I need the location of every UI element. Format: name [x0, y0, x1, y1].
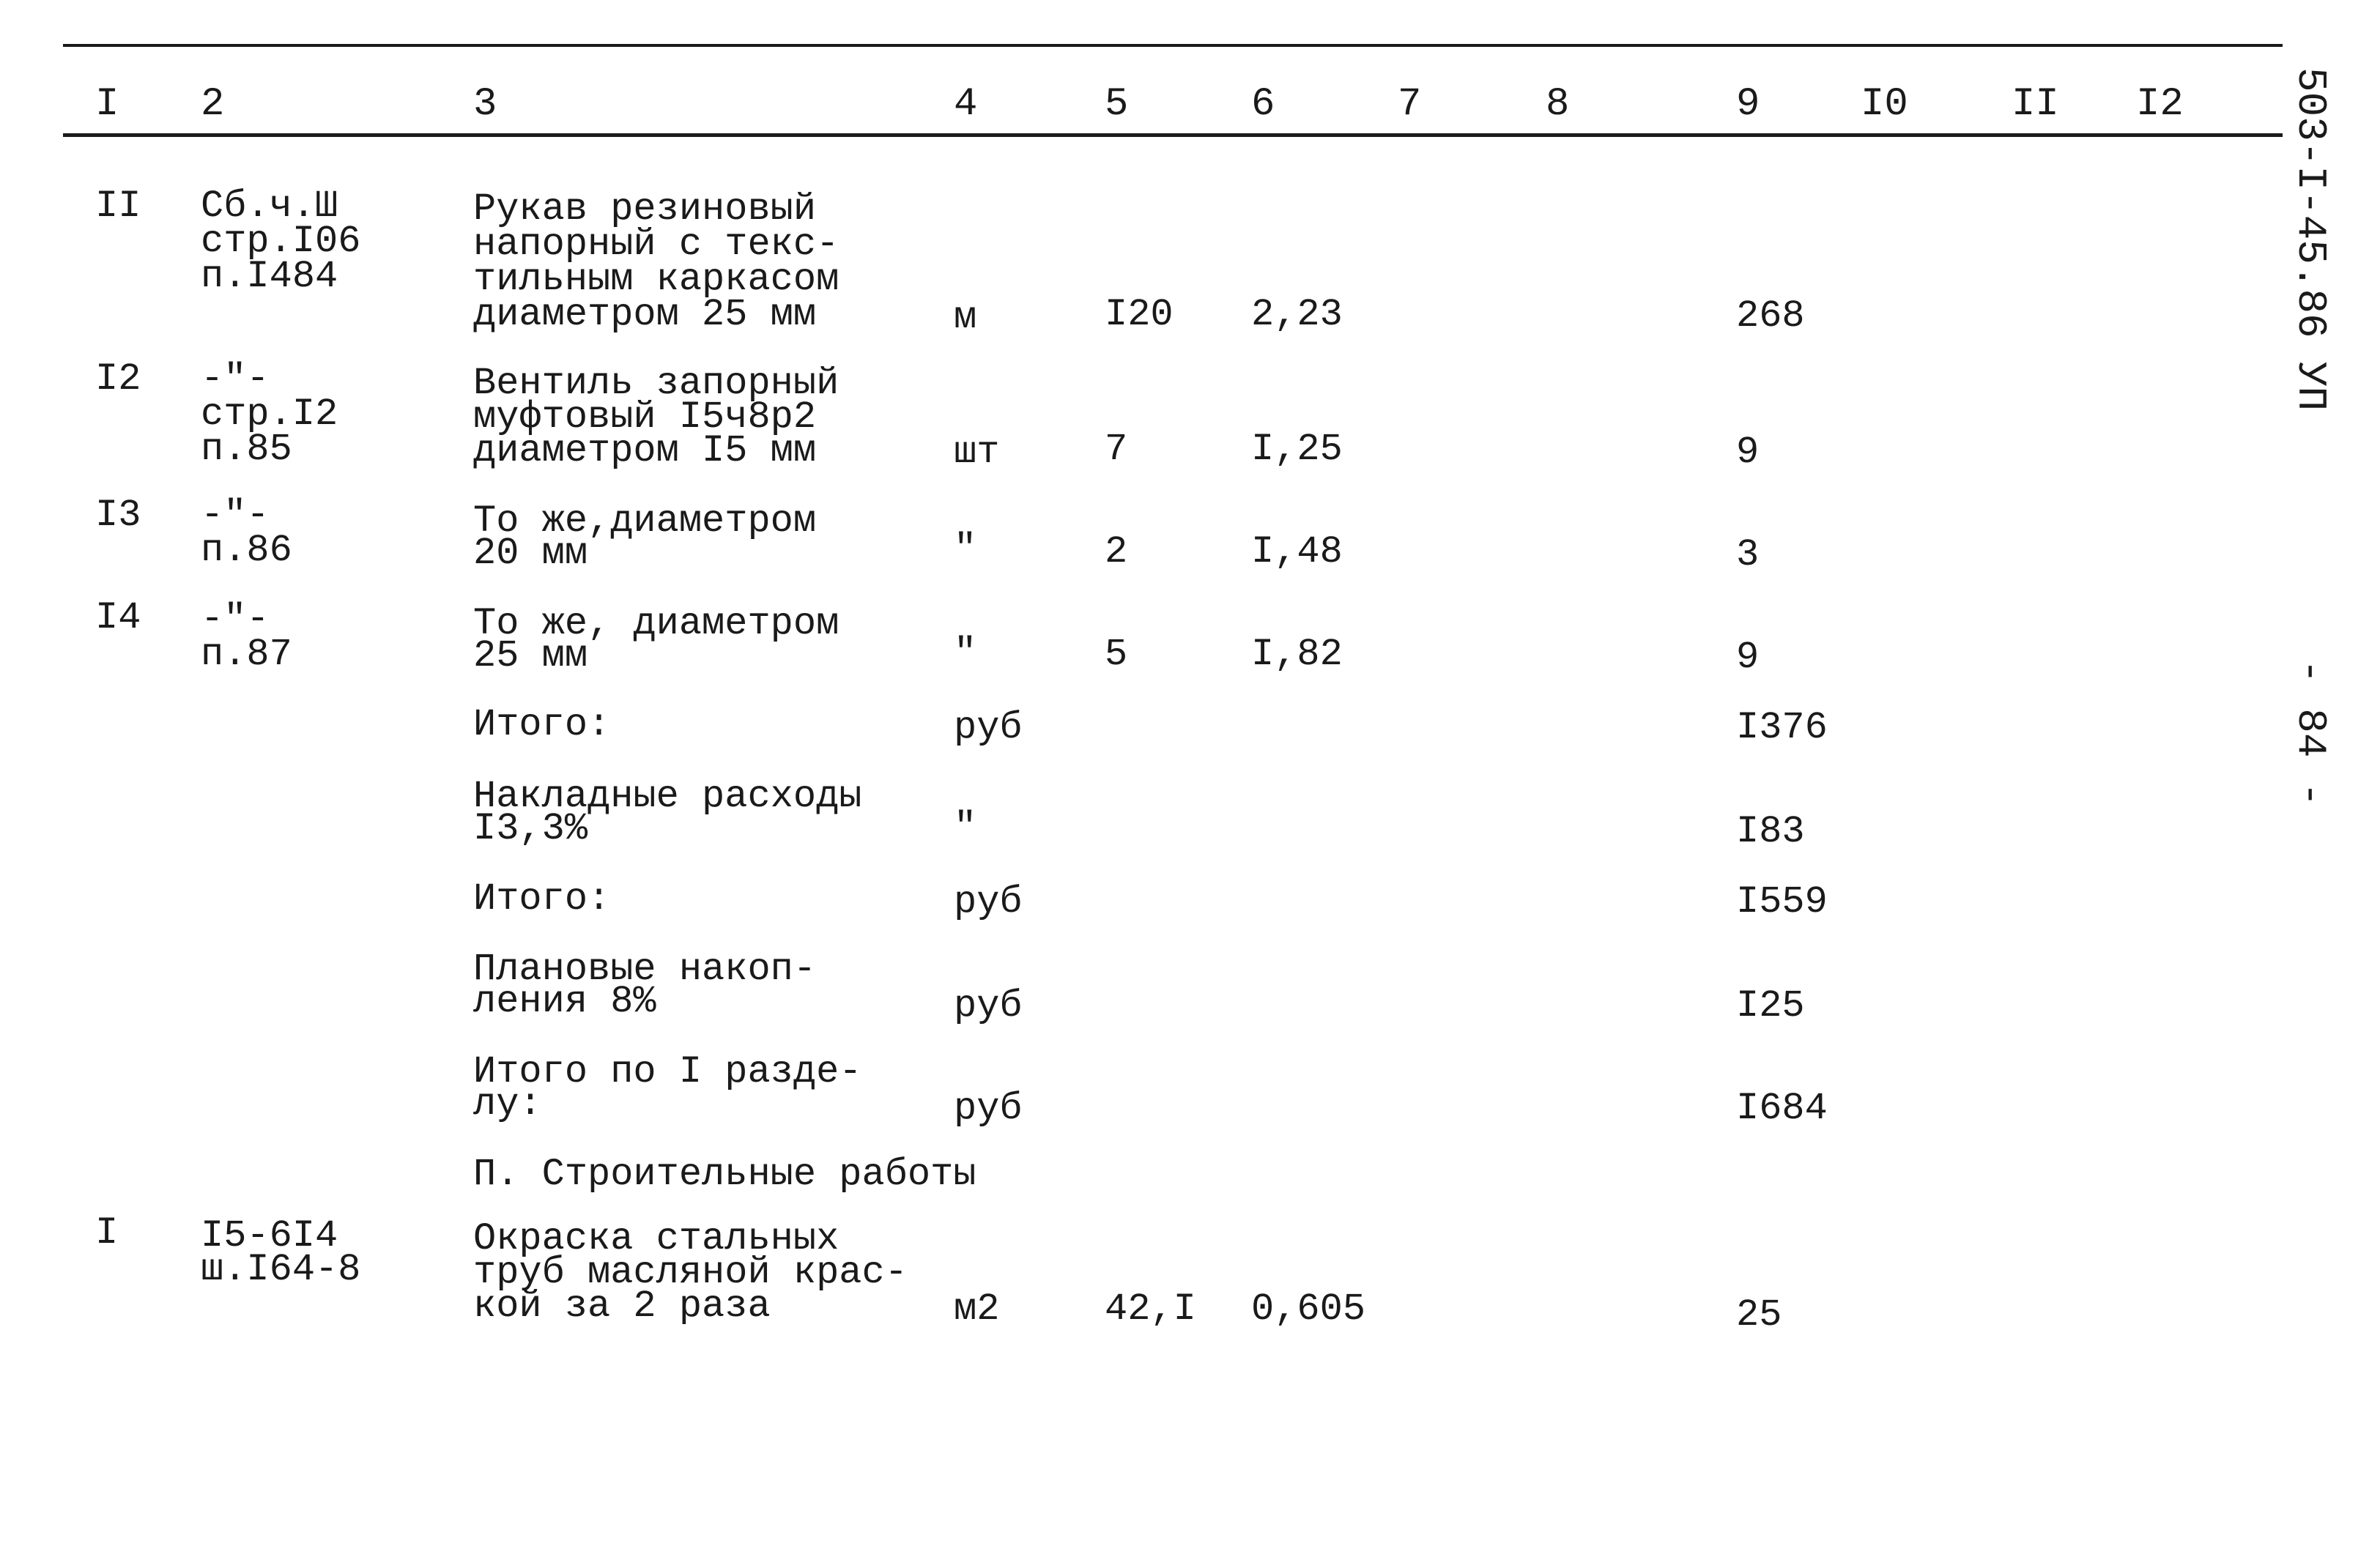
row-quantity: 42,I [1105, 1287, 1196, 1331]
row-price: 0,605 [1251, 1287, 1366, 1331]
row-unit: " [954, 631, 977, 675]
row-ref: стр.I2 [201, 393, 338, 436]
row-description: I3,3% [473, 807, 588, 850]
row-ref: п.87 [201, 633, 292, 676]
row-description: муфтовый I5ч8р2 [473, 395, 817, 439]
row-description: Итого: [473, 703, 611, 746]
row-unit: руб [954, 706, 1023, 749]
row-total: I559 [1736, 880, 1828, 924]
row-unit: руб [954, 984, 1023, 1028]
row-description: Итого по I разде- [473, 1050, 862, 1093]
row-number: I4 [95, 596, 141, 639]
row-total: I684 [1736, 1087, 1828, 1130]
document-code: 503-I-45.86 [2287, 67, 2334, 338]
row-number: I2 [95, 357, 141, 401]
row-quantity: I20 [1105, 293, 1174, 336]
row-unit: м [954, 296, 977, 339]
row-price: I,82 [1251, 633, 1343, 676]
row-description: кой за 2 раза [473, 1285, 771, 1328]
row-unit: руб [954, 1087, 1023, 1130]
row-description: труб масляной крас- [473, 1251, 908, 1294]
col-header-11: II [2012, 82, 2059, 127]
row-total: 9 [1736, 431, 1760, 474]
row-ref: -"- [201, 357, 270, 401]
row-description: Рукав резиновый [473, 187, 817, 231]
row-description: Вентиль запорный [473, 362, 839, 405]
row-unit: руб [954, 880, 1023, 924]
row-total: 268 [1736, 294, 1805, 338]
row-description: ления 8% [473, 980, 656, 1023]
row-number: I [95, 1211, 119, 1255]
row-description: тильным каркасом [473, 258, 839, 301]
row-description: Накладные расходы [473, 775, 862, 818]
col-header-3: 3 [473, 82, 497, 127]
top-rule [63, 44, 2283, 47]
col-header-9: 9 [1736, 82, 1760, 127]
row-description: Окраска стальных [473, 1217, 839, 1260]
row-ref: I5-6I4 [201, 1214, 338, 1257]
row-ref: стр.I06 [201, 220, 361, 263]
row-description: Итого: [473, 877, 611, 921]
col-header-10: I0 [1861, 82, 1908, 127]
row-total: 9 [1736, 636, 1760, 679]
row-description: 25 мм [473, 634, 588, 677]
section-heading: П. Строительные работы [473, 1153, 976, 1196]
row-total: I83 [1736, 810, 1805, 853]
page-number: - 84 - [2287, 659, 2334, 807]
row-unit: м2 [954, 1287, 1000, 1331]
row-description: То же,диаметром [473, 499, 817, 543]
row-total: 25 [1736, 1293, 1782, 1337]
row-ref: п.86 [201, 529, 292, 572]
col-header-1: I [95, 82, 119, 127]
row-price: 2,23 [1251, 293, 1343, 336]
col-header-5: 5 [1105, 82, 1129, 127]
row-number: I3 [95, 494, 141, 537]
row-ref: ш.I64-8 [201, 1248, 361, 1291]
col-header-12: I2 [2136, 82, 2184, 127]
row-quantity: 5 [1105, 633, 1128, 676]
row-total: I376 [1736, 706, 1828, 749]
row-ref: п.85 [201, 428, 292, 471]
row-ref: Сб.ч.Ш [201, 185, 338, 228]
row-ref: п.I484 [201, 255, 338, 298]
row-ref: -"- [201, 598, 270, 641]
row-total: I25 [1736, 984, 1805, 1028]
row-number: II [95, 185, 141, 228]
col-header-2: 2 [201, 82, 225, 127]
row-price: I,48 [1251, 530, 1343, 573]
col-header-6: 6 [1251, 82, 1275, 127]
album-number: УП [2287, 362, 2334, 412]
col-header-4: 4 [954, 82, 978, 127]
row-description: Плановые накоп- [473, 948, 817, 991]
row-unit: шт [954, 431, 1000, 474]
header-rule [63, 133, 2283, 137]
row-quantity: 7 [1105, 428, 1128, 471]
row-unit: " [954, 806, 977, 849]
row-description: лу: [473, 1082, 542, 1126]
row-description: напорный с текс- [473, 223, 839, 266]
row-ref: -"- [201, 494, 270, 537]
row-description: То же, диаметром [473, 602, 839, 645]
col-header-8: 8 [1546, 82, 1570, 127]
row-description: диаметром I5 мм [473, 429, 817, 472]
row-description: диаметром 25 мм [473, 293, 817, 336]
row-unit: " [954, 527, 977, 571]
row-description: 20 мм [473, 532, 588, 575]
row-total: 3 [1736, 533, 1760, 576]
row-quantity: 2 [1105, 530, 1128, 573]
col-header-7: 7 [1398, 82, 1422, 127]
row-price: I,25 [1251, 428, 1343, 471]
